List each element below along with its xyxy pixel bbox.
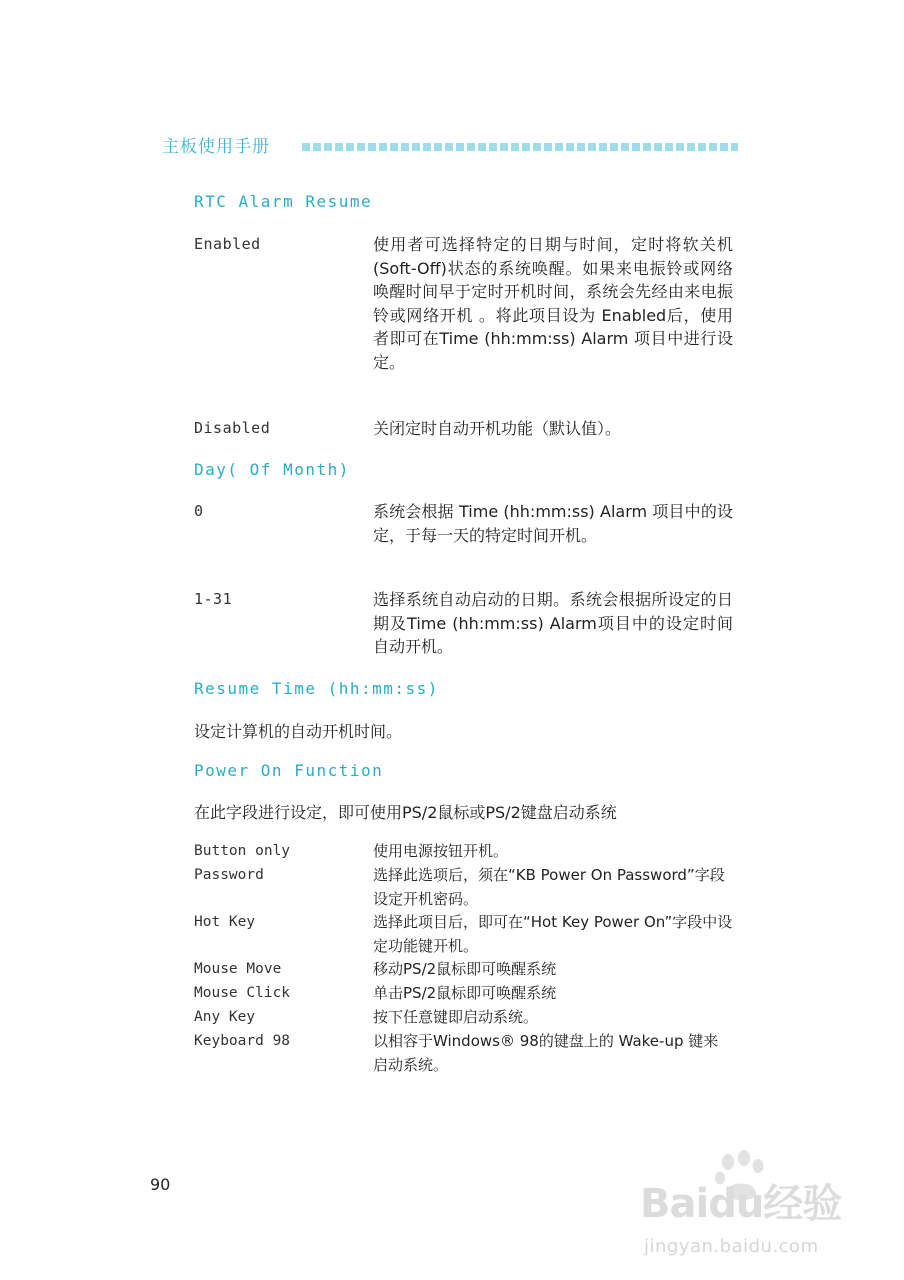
header-dotted-rule [302,143,738,151]
term-button-only: Button only [194,843,291,859]
watermark-brand: Baidu经验 [640,1181,842,1227]
baidu-watermark [640,1150,860,1270]
desc-any-key: 按下任意键即启动系统。 [373,1008,539,1026]
term-any-key: Any Key [194,1009,256,1025]
term-day-1-31: 1-31 [194,590,233,608]
term-disabled: Disabled [194,419,271,437]
desc-day-1-31: 选择系统自动启动的日期。系统会根据所设定的日期及Time (hh:mm:ss) Alarm项目中的设定时间自动开机。 [373,590,733,656]
term-day-0: 0 [194,502,204,520]
desc-enabled: 使用者可选择特定的日期与时间，定时将软关机(Soft-Off)状态的系统唤醒。如果来电振铃或网络唤醒时间早于定时开机时间，系统会先经由来电振铃或网络开机 。将此项目设为 Enabled后，使用者即可在Time (hh:mm:ss) Alarm 项目中进行设定。 [373,235,733,372]
resume-time-text: 设定计算机的自动开机时间。 [194,722,403,741]
watermark-url: jingyan.baidu.com [644,1236,819,1257]
term-hot-key: Hot Key [194,914,256,930]
desc-day-0: 系统会根据 Time (hh:mm:ss) Alarm 项目中的设定，于每一天的特定时间开机。 [373,502,733,545]
running-header [162,132,270,157]
desc-keyboard-98: 以相容于Windows® 98的键盘上的 Wake-up 键来启动系统。 [373,1032,719,1074]
page-number: 90 [150,1175,171,1194]
desc-mouse-move: 移动PS/2鼠标即可唤醒系统 [373,960,557,978]
desc-mouse-click: 单击PS/2鼠标即可唤醒系统 [373,984,557,1002]
desc-hot-key: 选择此项目后，即可在“Hot Key Power On”字段中设定功能键开机。 [373,913,733,955]
section-title-resume-time: Resume Time (hh:mm:ss) [194,679,439,698]
section-title-rtc-alarm-resume: RTC Alarm Resume [194,192,373,211]
term-mouse-click: Mouse Click [194,985,291,1001]
desc-password: 选择此选项后，须在“KB Power On Password”字段设定开机密码。 [373,866,725,908]
section-title-power-on-function: Power On Function [194,761,384,780]
desc-button-only: 使用电源按钮开机。 [373,842,509,860]
term-enabled: Enabled [194,235,261,253]
section-title-day-of-month: Day( Of Month) [194,460,350,479]
term-mouse-move: Mouse Move [194,961,282,977]
term-keyboard-98: Keyboard 98 [194,1033,291,1049]
power-on-text: 在此字段进行设定，即可使用PS/2鼠标或PS/2键盘启动系统 [194,803,617,822]
desc-disabled: 关闭定时自动开机功能（默认值）。 [373,419,622,438]
header-title: 主板使用手册 [162,137,270,157]
term-password: Password [194,867,264,883]
